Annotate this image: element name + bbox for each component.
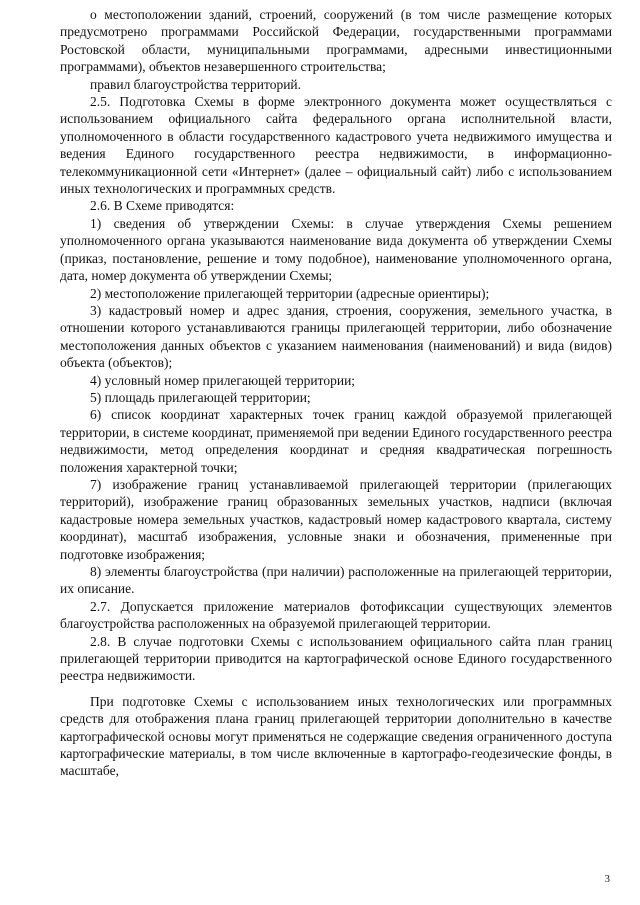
- paragraph-2-6: 2.6. В Схеме приводятся:: [90, 198, 235, 214]
- paragraph-other-tools: При подготовке Схемы с использованием иных технологических или программных средств для отображения плана границ прилегающей территории дополнительно в качестве картографической основы могут применяться не содержащие сведения ограниченного доступа картографические материалы, в том числе включенные в картографо-геодезические фонды, в масштабе,: [60, 693, 612, 779]
- paragraph-2-5: 2.5. Подготовка Схемы в форме электронного документа может осуществляться с использованием официального сайта федерального органа исполнительной власти, уполномоченного в области государственного кадастрового учета недвижимого имущества и ведения Единого государственного реестра недвижимости, в информационно-телекоммуникационной сети «Интернет» (далее – официальный сайт) либо с использованием иных технологических и программных средств.: [60, 94, 612, 197]
- list-item-2: 2) местоположение прилегающей территории (адресные ориентиры);: [90, 285, 490, 301]
- paragraph-location-buildings: о местоположении зданий, строений, сооружений (в том числе размещение которых предусмотрено программами Российской Федерации, государственными программами Ростовской области, муниципальными программами, адресными инвестиционными программами), объектов незавершенного строительства;: [60, 7, 612, 75]
- document-body: [60, 6, 612, 780]
- list-item-5: 5) площадь прилегающей территории;: [90, 389, 311, 405]
- paragraph-2-7: 2.7. Допускается приложение материалов фотофиксации существующих элементов благоустройства расположенных на образуемой прилегающей территории.: [60, 598, 612, 632]
- list-item-7: 7) изображение границ устанавливаемой прилегающей территории (прилегающих территорий), изображение границ образованных земельных участков, надписи (включая кадастровые номера земельных участков, кадастровый номер кадастрового квартала, систему координат), масштаб изображения, условные знаки и обозначения, примененные при подготовке изображения;: [60, 476, 612, 562]
- list-item-1: 1) сведения об утверждении Схемы: в случае утверждения Схемы решением уполномоченного органа указываются наименование вида документа об утверждении Схемы (приказ, постановление, решение и тому подобное), наименование уполномоченного органа, дата, номер документа об утверждении Схемы;: [60, 215, 612, 284]
- list-item-4: 4) условный номер прилегающей территории;: [90, 372, 356, 388]
- list-item-8: 8) элементы благоустройства (при наличии) расположенные на прилегающей территории, их описание.: [60, 564, 612, 597]
- paragraph-improvement-rules: правил благоустройства территорий.: [90, 76, 302, 92]
- page-number: 3: [604, 873, 610, 885]
- paragraph-2-8: 2.8. В случае подготовки Схемы с использованием официального сайта план границ прилегающей территории приводится на картографической основе Единого государственного реестра недвижимости.: [60, 633, 612, 684]
- list-item-3: 3) кадастровый номер и адрес здания, строения, сооружения, земельного участка, в отношении которого устанавливаются границы прилегающей территории, либо обозначение местоположения данных объектов с указанием наименования (наименований) и вида (видов) объекта (объектов);: [60, 302, 612, 371]
- list-item-6: 6) список координат характерных точек границ каждой образуемой прилегающей территории, в системе координат, применяемой при ведении Единого государственного реестра недвижимости, метод определения координат и средняя квадратическая погрешность положения характерной точки;: [60, 407, 612, 475]
